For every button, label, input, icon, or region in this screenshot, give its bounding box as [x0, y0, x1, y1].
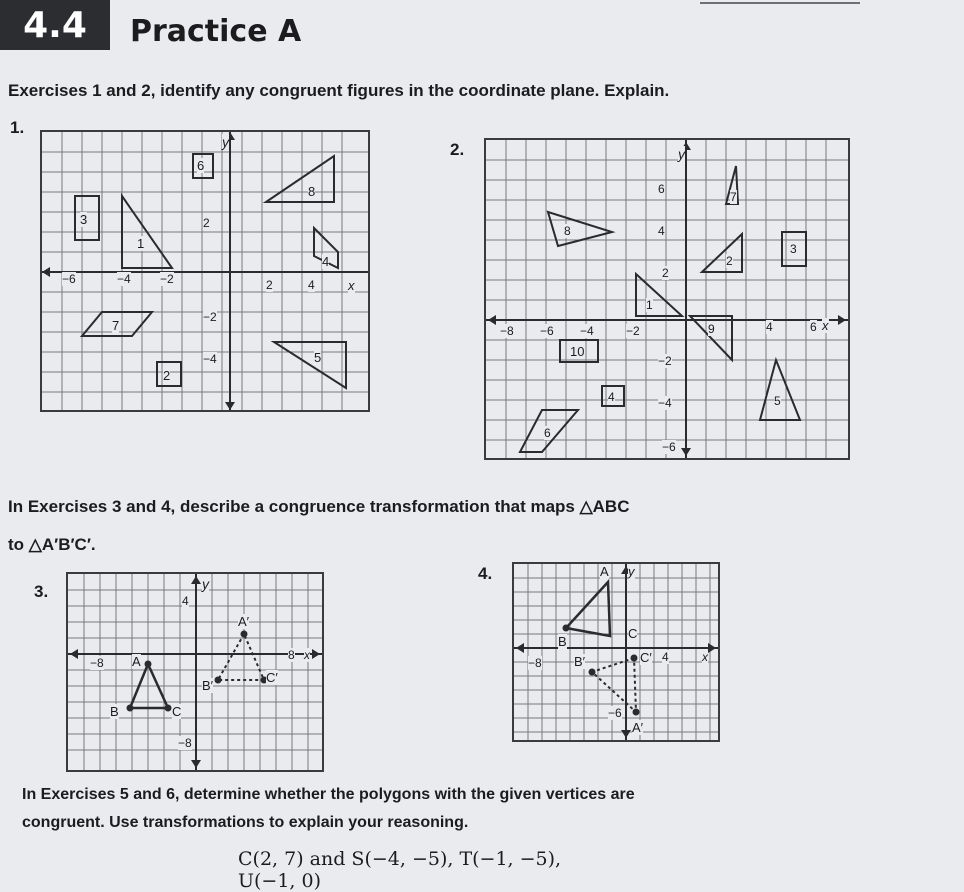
figure-label: 4 [322, 254, 330, 269]
graph-2-y-tick: 6 [658, 182, 665, 196]
label-a: A [132, 654, 141, 669]
figure-8 [266, 156, 334, 202]
exercise-1-graph [40, 130, 370, 412]
y-axis-arrow-down [191, 760, 201, 768]
point-c-prime [631, 655, 638, 662]
exercise-1-number: 1. [10, 118, 25, 137]
figure-label: 6 [197, 158, 205, 173]
x-axis-arrow-left [488, 315, 496, 325]
label-a-prime: A′ [238, 614, 250, 629]
point-b [127, 705, 134, 712]
label-b-prime: B′ [574, 654, 586, 669]
point-b-prime [215, 677, 222, 684]
exercise-2-graph [484, 138, 850, 460]
point-a-prime [241, 631, 248, 638]
x-axis-arrow-left [70, 649, 78, 659]
graph-2-x-tick: −2 [626, 324, 640, 338]
x-axis-arrow-right [312, 649, 320, 659]
y-axis-arrow-up [191, 576, 201, 584]
graph-1-x-label: x [348, 278, 355, 293]
exercise-3-graph [66, 572, 324, 772]
triangle-a-prime-b-prime-c-prime [218, 634, 264, 680]
graph-3-svg [68, 574, 322, 770]
figure-label: 9 [708, 322, 715, 336]
point-b [563, 625, 570, 632]
graph-2-y-tick: 2 [662, 266, 669, 280]
graph-3-y-tick: 4 [182, 594, 189, 608]
figure-8 [548, 212, 612, 246]
figure-5 [274, 342, 346, 388]
graph-2-y-tick: 4 [658, 224, 665, 238]
point-b-prime [589, 669, 596, 676]
label-c: C [172, 704, 182, 719]
instructions-ex-1-2: Exercises 1 and 2, identify any congruent figures in the coordinate plane. Explain. [8, 81, 670, 100]
figure-label: 7 [730, 190, 737, 204]
graph-1-y-tick: 2 [203, 216, 210, 230]
graph-2-x-tick: 6 [810, 320, 817, 334]
graph-2-y-tick: −4 [658, 396, 672, 410]
figure-label: 8 [308, 184, 316, 199]
graph-1-x-tick: −6 [62, 272, 76, 286]
graph-2-y-tick: −2 [658, 354, 672, 368]
exercise-4-number: 4. [478, 564, 493, 583]
y-axis-arrow-down [681, 448, 691, 456]
y-axis-arrow-down [621, 730, 631, 738]
graph-2-svg [486, 140, 848, 458]
label-c: C [628, 626, 638, 641]
label-b: B [110, 704, 119, 719]
figure-label: 1 [137, 236, 145, 251]
graph-2-x-tick: −8 [500, 324, 514, 338]
graph-2-x-tick: −6 [540, 324, 554, 338]
graph-1-y-tick: −4 [203, 352, 217, 366]
graph-4-y-label: y [628, 564, 635, 579]
graph-1-x-tick: 2 [266, 278, 273, 292]
point-c [165, 705, 172, 712]
triangle-abc [566, 582, 610, 636]
graph-4-x-tick: 4 [662, 650, 669, 664]
figure-label: 5 [314, 350, 322, 365]
graph-1-y-tick: −2 [203, 310, 217, 324]
graph-3-y-label: y [202, 576, 209, 592]
x-axis-arrow-right [708, 643, 716, 653]
label-b: B [558, 634, 567, 649]
graph-1-x-tick: −2 [160, 272, 174, 286]
figure-label: 2 [163, 368, 171, 383]
x-axis-arrow-left [516, 643, 524, 653]
graph-1-x-tick: 4 [308, 278, 315, 292]
graph-1-svg [42, 132, 368, 410]
label-a: A [600, 564, 609, 579]
graph-2-x-tick: −4 [580, 324, 594, 338]
graph-4-y-tick: −6 [608, 706, 622, 720]
exercise-4-graph [512, 562, 720, 742]
figure-label: 6 [544, 426, 551, 440]
figure-label: 3 [80, 212, 88, 227]
instructions-ex-3-4-line-1: In Exercises 3 and 4, describe a congruence transformation that maps △ABC [8, 497, 630, 516]
figure-label: 1 [646, 298, 653, 312]
point-a-prime [633, 709, 640, 716]
instructions-ex-5-6-line-2: congruent. Use transformations to explain your reasoning. [22, 814, 469, 831]
graph-3-x-tick: 8 [288, 648, 295, 662]
graph-2-y-tick: −6 [662, 440, 676, 454]
y-axis-arrow-down [225, 402, 235, 410]
x-axis-arrow-right [838, 315, 846, 325]
graph-2-x-tick: 4 [766, 320, 773, 334]
graph-1-x-tick: −4 [117, 272, 131, 286]
exercise-3-number: 3. [34, 582, 49, 601]
x-axis-arrow-left [42, 267, 50, 277]
graph-3-x-tick: −8 [90, 656, 104, 670]
graph-4-x-tick: −8 [528, 656, 542, 670]
instructions-ex-5-6-line-1: In Exercises 5 and 6, determine whether the polygons with the given vertices are [22, 786, 635, 803]
section-number: 4.4 [0, 0, 110, 50]
page-title: Practice A [130, 14, 302, 49]
figure-label: 3 [790, 242, 797, 256]
figure-label: 8 [564, 224, 571, 238]
graph-1-y-label: y [222, 134, 229, 150]
label-c-prime: C′ [640, 650, 652, 665]
exercise-5-vertices: C(2, 7) and S(−4, −5), T(−1, −5), U(−1, 0) [238, 848, 562, 892]
graph-4-x-label: x [702, 650, 708, 664]
figure-label: 5 [774, 394, 781, 408]
label-c-prime: C′ [266, 670, 278, 685]
point-a [145, 661, 152, 668]
instructions-ex-3-4-line-2: to △A′B′C′. [8, 535, 96, 554]
graph-3-y-tick: −8 [178, 736, 192, 750]
top-rule [700, 2, 860, 4]
graph-2-x-label: x [822, 318, 829, 333]
exercise-2-number: 2. [450, 140, 465, 159]
figure-label: 4 [608, 390, 615, 404]
label-b-prime: B′ [202, 678, 214, 693]
figure-label: 10 [570, 344, 585, 359]
graph-3-x-label: x [304, 648, 310, 662]
graph-2-y-label: y [678, 146, 685, 162]
label-a-prime: A′ [632, 720, 644, 735]
figure-label: 7 [112, 318, 120, 333]
figure-label: 2 [726, 254, 733, 268]
